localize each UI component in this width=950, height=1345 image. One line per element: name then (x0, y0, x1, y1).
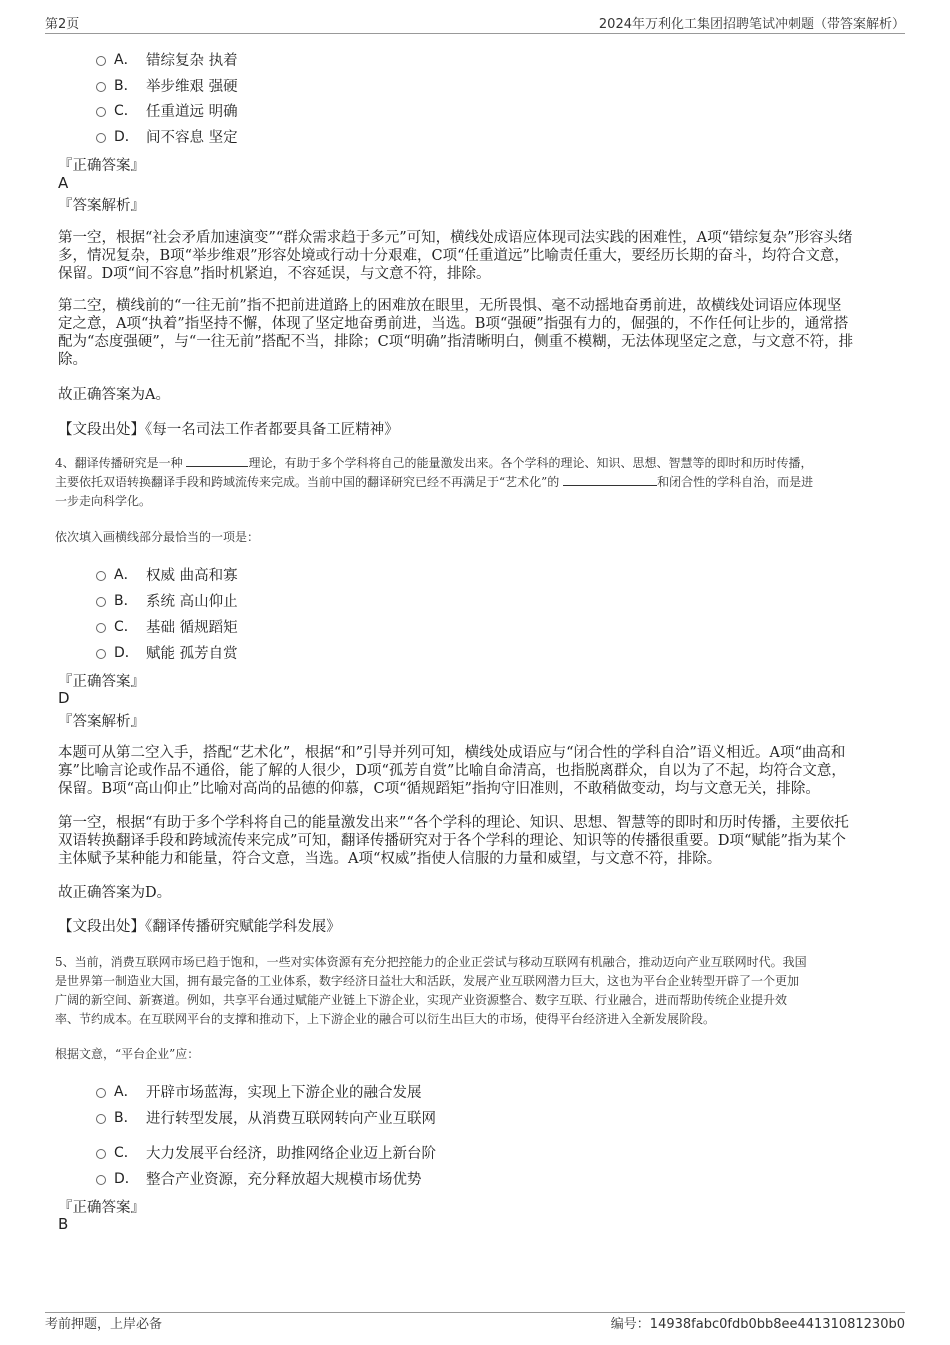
document-code: 编号：14938fabc0fdb0bb8ee44131081230b0 (610, 1317, 905, 1332)
radio-icon[interactable] (96, 571, 106, 581)
radio-icon[interactable] (96, 1175, 106, 1185)
q3-analysis-paragraph-1: 第一空，根据“社会矛盾加速演变”“群众需求趋于多元”可知，横线处成语应体现司法实践的困难性，A项“错综复杂”形容头绪 多，情况复杂，B项“举步维艰”形容处境或行动十分艰难，C项“任重道远”比喻责任重大，要经历长期的奋斗，均符合文意， 保留。D项“间不容息”指时机紧迫，不容延误，与文意不符，排除。 (58, 230, 853, 282)
radio-icon[interactable] (96, 649, 106, 659)
q5-answer-label: 『正确答案』 (58, 1200, 145, 1216)
q4-option-a[interactable]: A． 权威 曲高和寡 (96, 563, 238, 585)
q3-option-d[interactable]: D． 间不容息 坚定 (96, 125, 238, 147)
radio-icon[interactable] (96, 56, 106, 66)
q4-prompt: 依次填入画横线部分最恰当的一项是： (55, 530, 260, 544)
footer-slogan: 考前押题，上岸必备 (45, 1317, 163, 1332)
q3-option-c[interactable]: C． 任重道远 明确 (96, 99, 238, 121)
q5-option-b[interactable]: B． 进行转型发展，从消费互联网转向产业互联网 (96, 1106, 436, 1128)
header-divider (45, 33, 905, 34)
q3-analysis-paragraph-2: 第二空，横线前的“一往无前”指不把前进道路上的困难放在眼里，无所畏惧、毫不动摇地奋勇前进，故横线处词语应体现坚 定之意，A项“执着”指坚持不懈，体现了坚定地奋勇前进，当选。B项“强硬”指强有力的，倔强的，不作任何让步的，通常搭 配为“态度强硬”，与“一往无前”搭配不当，排除；C项“明确”指清晰明白，侧重不模糊，无法体现坚定之意，与文意不符，排 除。 (58, 298, 854, 368)
q4-analysis-paragraph-2: 第一空，根据“有助于多个学科将自己的能量激发出来”“各个学科的理论、知识、思想、智慧等的即时和历时传播，主要依托 双语转换翻译手段和跨域流传来完成”可知，翻译传播研究对于各个学科的理论、知识等的传播很重要。D项“赋能”指为某个 主体赋予某种能力和能量，符合文意，当选。A项“权威”指使人信服的力量和威望，与文意不符，排除。 (58, 815, 849, 867)
radio-icon[interactable] (96, 133, 106, 143)
q5-option-a[interactable]: A． 开辟市场蓝海，实现上下游企业的融合发展 (96, 1080, 422, 1102)
q4-source: 【文段出处】《翻译传播研究赋能学科发展》 (58, 919, 341, 935)
q4-analysis-label: 『答案解析』 (58, 714, 145, 730)
blank-1 (186, 454, 248, 467)
radio-icon[interactable] (96, 82, 106, 92)
q4-option-b[interactable]: B． 系统 高山仰止 (96, 589, 238, 611)
page-number: 第2页 (45, 17, 80, 32)
radio-icon[interactable] (96, 1088, 106, 1098)
q4-answer: D (58, 689, 70, 707)
q5-stem: 5、当前，消费互联网市场已趋于饱和，一些对实体资源有充分把控能力的企业正尝试与移动互联网有机融合，推动迈向产业互联网时代。我国 是世界第一制造业大国，拥有最完备的工业体系，数字经济日益壮大和活跃，发展产业互联网潜力巨大，这也为平台企业转型开辟了一个更加 广阔的新空间、新赛道。例如，共享平台通过赋能产业链上下游企业，实现产业资源整合、数字互联、行业融合，进而帮助传统企业提升效 率、节约成本。在互联网平台的支撑和推动下，上下游企业的融合可以衍生出巨大的市场，使得平台经济进入全新发展阶段。 (55, 955, 807, 1026)
q5-answer: B (58, 1215, 69, 1233)
q3-option-a[interactable]: A． 错综复杂 执着 (96, 48, 238, 70)
q3-answer-label: 『正确答案』 (58, 158, 145, 174)
q4-conclusion: 故正确答案为D。 (58, 885, 172, 901)
radio-icon[interactable] (96, 1114, 106, 1124)
q3-answer: A (58, 174, 69, 192)
q3-conclusion: 故正确答案为A。 (58, 387, 170, 403)
radio-icon[interactable] (96, 623, 106, 633)
q4-answer-label: 『正确答案』 (58, 674, 145, 690)
q4-analysis-paragraph-1: 本题可从第二空入手，搭配“艺术化”，根据“和”引导并列可知，横线处成语应与“闭合性的学科自洽”语义相近。A项“曲高和 寡”比喻言论或作品不通俗，能了解的人很少，D项“孤芳自赏”比喻自命清高，也指脱离群众，自以为了不起，均符合文意， 保留。B项“高山仰止”比喻对高尚的品德的仰慕，C项“循规蹈矩”指拘守旧准则，不敢稍做变动，均与文意无关，排除。 (58, 745, 846, 797)
q5-option-c[interactable]: C． 大力发展平台经济，助推网络企业迈上新台阶 (96, 1141, 436, 1163)
radio-icon[interactable] (96, 1149, 106, 1159)
q5-prompt: 根据文意，“平台企业”应： (55, 1047, 200, 1061)
q4-stem: 4、翻译传播研究是一种 理论，有助于多个学科将自己的能量激发出来。各个学科的理论、知识、思想、智慧等的即时和历时传播， 主要依托双语转换翻译手段和跨域流传来完成。当前中国的翻译研究已经不再满足于“艺术化”的 和闭合性的学科自治，而是进 一步走向科学化。 (55, 456, 814, 508)
q3-option-b[interactable]: B． 举步维艰 强硬 (96, 74, 238, 96)
blank-2 (563, 473, 657, 486)
q5-option-d[interactable]: D． 整合产业资源，充分释放超大规模市场优势 (96, 1167, 422, 1189)
q4-option-c[interactable]: C． 基础 循规蹈矩 (96, 615, 238, 637)
q3-source: 【文段出处】《每一名司法工作者都要具备工匠精神》 (58, 422, 399, 438)
radio-icon[interactable] (96, 107, 106, 117)
document-title: 2024年万利化工集团招聘笔试冲刺题（带答案解析） (598, 17, 905, 32)
radio-icon[interactable] (96, 597, 106, 607)
q3-analysis-label: 『答案解析』 (58, 198, 145, 214)
q4-option-d[interactable]: D． 赋能 孤芳自赏 (96, 641, 238, 663)
